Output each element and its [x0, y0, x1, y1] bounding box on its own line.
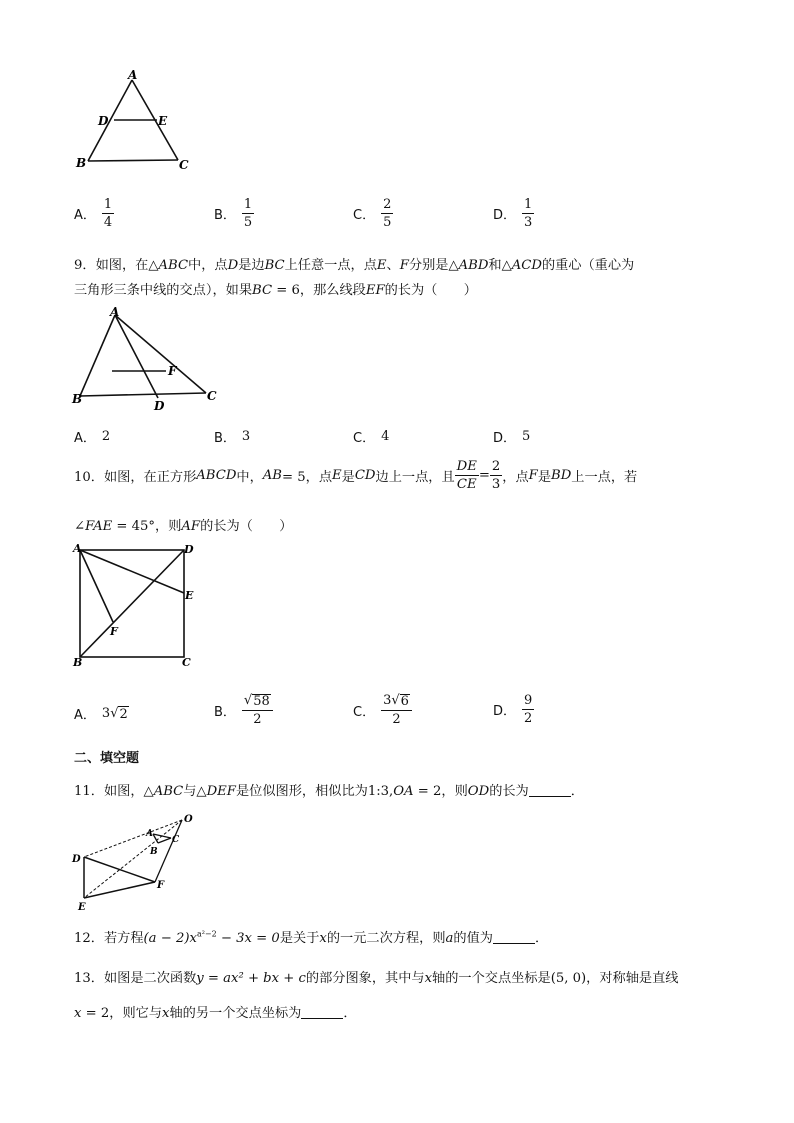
- fraction-two-thirds: $\frac{2}{3}$: [491, 459, 501, 493]
- q9-stem-line1: 9．如图，在△ABC中，点D是边BC上任意一点，点E、F分别是△ABD和△ACD的重心（重心为: [74, 258, 635, 273]
- q10-stem-line2: ∠FAE = 45°，则AF的长为（ ）: [74, 519, 293, 534]
- q10-option-c[interactable]: C． 3√ 6 2: [353, 694, 412, 726]
- q10-label-b: B: [73, 656, 83, 669]
- q8-label-d: D: [98, 114, 109, 128]
- q11-label-f: F: [157, 880, 165, 891]
- answer-blank[interactable]: [493, 931, 535, 944]
- q11-label-e: E: [78, 902, 86, 913]
- q9-stem-line2: 三角形三条中线的交点），如果BC = 6，那么线段EF的长为（ ）: [74, 283, 477, 298]
- q11-label-d: D: [72, 854, 81, 865]
- q9-triangle-figure: [70, 305, 225, 415]
- q8-option-c[interactable]: C． $\frac{2}{5}$: [353, 197, 392, 230]
- q10-label-e: E: [185, 589, 194, 602]
- q8-triangle-figure: [70, 68, 200, 178]
- q10-option-b[interactable]: B． √ 58 2: [214, 694, 273, 726]
- q11-stem: 11．如图，△ABC与△DEF是位似图形，相似比为1:3,OA = 2，则OD的长为 ．: [74, 784, 584, 799]
- fraction-de-ce: $\frac{DE}{CE}$: [456, 459, 477, 493]
- q9-label-c: C: [207, 389, 217, 403]
- answer-blank[interactable]: [529, 784, 571, 797]
- fraction: $\frac{2}{5}$: [383, 197, 392, 230]
- q11-label-a: A: [146, 829, 153, 839]
- q8-label-a: A: [128, 68, 138, 82]
- q9-option-c[interactable]: C． 4: [353, 429, 390, 446]
- q10-square-figure: [70, 540, 200, 670]
- q10-label-a: A: [73, 542, 82, 555]
- q11-label-o: O: [184, 814, 193, 825]
- section-title-fill-in: 二、填空题: [74, 751, 140, 766]
- q8-label-c: C: [179, 158, 189, 172]
- q12-stem: 12．若方程$(a - 2)x^{a^2-2} - 3x = 0$是关于x的一元二次方程，则a的值为 ．: [74, 929, 549, 946]
- q8-label-b: B: [76, 156, 87, 170]
- q11-label-b: B: [150, 847, 158, 857]
- q9-option-a[interactable]: A． 2: [74, 429, 111, 446]
- q8-label-e: E: [158, 114, 168, 128]
- q9-option-d[interactable]: D． 5: [493, 429, 531, 446]
- q11-homothety-figure: [70, 810, 210, 915]
- q8-option-b[interactable]: B． $\frac{1}{5}$: [214, 197, 253, 230]
- q8-option-d[interactable]: D． $\frac{1}{3}$: [493, 197, 533, 230]
- q9-option-b[interactable]: B． 3: [214, 429, 251, 446]
- fraction: √ 58 2: [242, 694, 273, 726]
- fraction: $\frac{1}{5}$: [243, 197, 253, 230]
- sqrt: √ 2: [110, 705, 128, 722]
- q13-stem-line1: 13．如图是二次函数y = ax² + bx + c的部分图象，其中与x轴的一个交点坐标是(5, 0)，对称轴是直线: [74, 971, 679, 986]
- q11-label-c: C: [172, 835, 180, 845]
- q10-label-f: F: [110, 625, 118, 638]
- q9-label-f: F: [168, 364, 177, 378]
- q8-option-a[interactable]: A． $\frac{1}{4}$: [74, 197, 113, 230]
- q9-label-d: D: [154, 399, 165, 413]
- answer-blank[interactable]: [301, 1006, 343, 1019]
- q10-label-d: D: [184, 543, 194, 556]
- fraction: 3√ 6 2: [381, 694, 412, 726]
- q10-option-a[interactable]: A． 3 √ 2: [74, 705, 128, 723]
- q9-label-a: A: [110, 305, 120, 319]
- fraction: $\frac{9}{2}$: [524, 693, 533, 726]
- fraction: $\frac{1}{4}$: [103, 197, 113, 230]
- q13-stem-line2: x = 2，则它与x轴的另一个交点坐标为 ．: [74, 1006, 357, 1021]
- fraction: $\frac{1}{3}$: [524, 197, 533, 230]
- q9-label-b: B: [72, 392, 83, 406]
- q10-stem-line1: 10．如图，在正方形 ABCD 中， AB = 5，点 E 是 CD 边上一点，且 $\frac{DE}{CE}$ = $\frac{2}{3}$ ，点 F 是 BD 上一点，若: [74, 459, 638, 493]
- q10-option-d[interactable]: D． $\frac{9}{2}$: [493, 693, 533, 726]
- q10-label-c: C: [182, 656, 191, 669]
